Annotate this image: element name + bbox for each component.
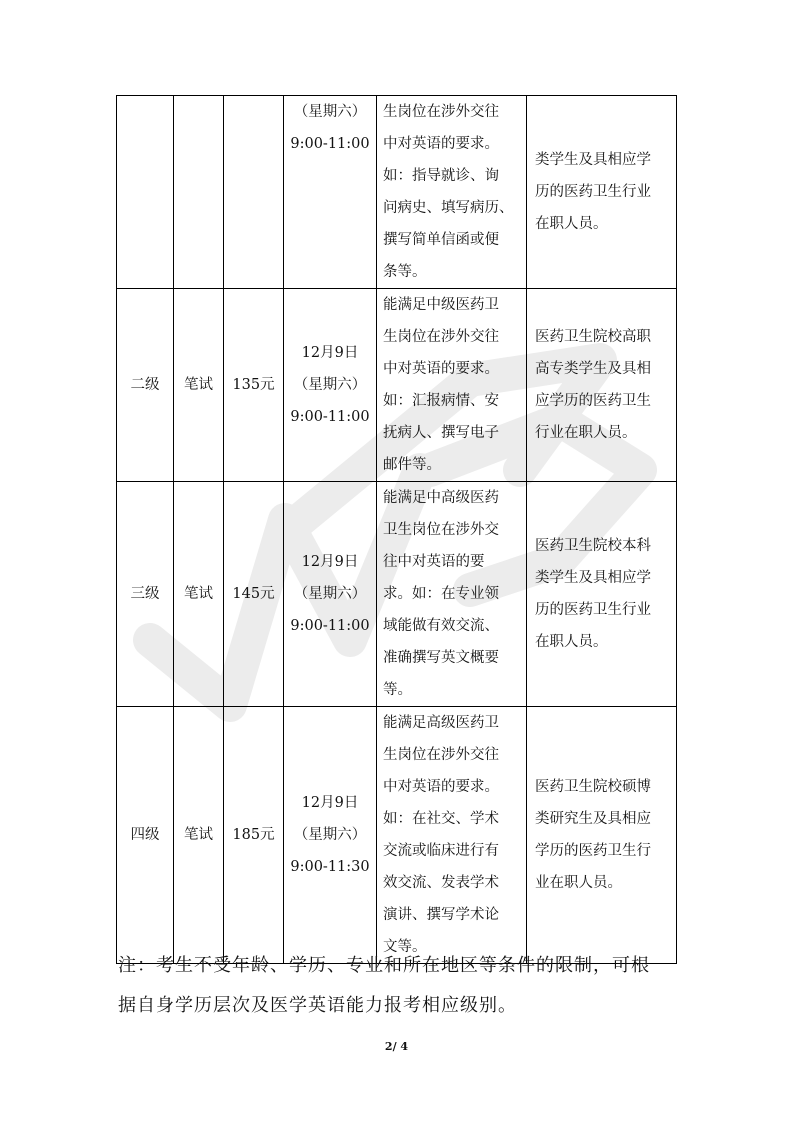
fee-cell [224,482,284,707]
table-row [117,707,677,964]
requirement-cell-line: 效交流、发表学术 [383,875,499,891]
table-row [117,289,677,482]
target-cell-line: 历的医药卫生行业 [535,184,651,200]
date-cell [284,96,377,289]
requirement-cell-line: 抚病人、撰写电子 [383,425,499,441]
date-cell [284,482,377,707]
target-cell [527,96,677,289]
requirement-cell-line: 生岗位在涉外交往 [383,329,499,345]
requirement-cell-line: 中对英语的要求。 [383,779,499,795]
level-cell-text: 四级 [130,827,160,843]
date-cell-line: 12月9日 [301,345,359,361]
target-cell-line: 医药卫生院校高职 [535,329,651,345]
target-cell [527,707,677,964]
date-cell-line: 12月9日 [301,795,359,811]
date-cell-line: 12月9日 [301,554,359,570]
level-cell [117,707,174,964]
fee-cell-text: 185元 [232,827,275,843]
date-cell-line: （星期六） [293,586,367,602]
date-cell [284,289,377,482]
date-cell-line: 9:00-11:00 [290,409,370,425]
footnote [118,946,688,1026]
exam-table [116,95,677,964]
requirement-cell-line: 等。 [383,682,412,698]
requirement-cell-line: 演讲、撰写学术论 [383,907,499,923]
method-cell-text: 笔试 [184,377,213,393]
level-cell [117,289,174,482]
target-cell-line: 行业在职人员。 [535,425,637,441]
requirement-cell-line: 如：汇报病情、安 [383,393,499,409]
requirement-cell-line: 中对英语的要求。 [383,136,499,152]
target-cell [527,289,677,482]
level-cell [117,482,174,707]
requirement-cell [377,482,527,707]
footnote-line: 据自身学历层次及医学英语能力报考相应级别。 [118,995,517,1016]
target-cell-line: 医药卫生院校本科 [535,538,651,554]
footnote-line: 注：考生不受年龄、学历、专业和所在地区等条件的限制，可根 [118,955,650,976]
requirement-cell-line: 条等。 [383,264,427,280]
fee-cell [224,96,284,289]
requirement-cell-line: 能满足中高级医药 [383,490,499,506]
date-cell-line: （星期六） [293,104,367,120]
requirement-cell-line: 如：指导就诊、询 [383,168,499,184]
target-cell-line: 历的医药卫生行业 [535,602,651,618]
requirement-cell-line: 撰写简单信函或便 [383,232,499,248]
requirement-cell-line: 能满足高级医药卫 [383,715,499,731]
requirement-cell-line: 卫生岗位在涉外交 [383,522,499,538]
target-cell-line: 学历的医药卫生行 [535,843,651,859]
date-cell-line: 9:00-11:00 [290,618,370,634]
method-cell [174,707,224,964]
requirement-cell-line: 能满足中级医药卫 [383,297,499,313]
requirement-cell-line: 准确撰写英文概要 [383,650,499,666]
table-row [117,96,677,289]
target-cell-line: 应学历的医药卫生 [535,393,651,409]
target-cell-line: 在职人员。 [535,216,608,232]
target-cell-line: 在职人员。 [535,634,608,650]
target-cell-line: 业在职人员。 [535,875,622,891]
date-cell-line: （星期六） [293,377,367,393]
fee-cell [224,707,284,964]
requirement-cell-line: 域能做有效交流、 [383,618,499,634]
requirement-cell [377,96,527,289]
fee-cell-text: 145元 [232,586,275,602]
requirement-cell-line: 往中对英语的要 [383,554,485,570]
requirement-cell-line: 邮件等。 [383,457,441,473]
table-row [117,482,677,707]
target-cell-line: 高专类学生及具相 [535,361,651,377]
target-cell-line: 类学生及具相应学 [535,152,651,168]
date-cell [284,707,377,964]
method-cell [174,289,224,482]
fee-cell-text: 135元 [232,377,275,393]
date-cell-line: （星期六） [293,827,367,843]
method-cell-text: 笔试 [184,586,213,602]
date-cell-line: 9:00-11:30 [290,859,370,875]
target-cell-line: 医药卫生院校硕博 [535,779,651,795]
requirement-cell-line: 文等。 [383,939,427,955]
target-cell [527,482,677,707]
requirement-cell-line: 问病史、填写病历、 [383,200,514,216]
requirement-cell [377,289,527,482]
target-cell-line: 类学生及具相应学 [535,570,651,586]
requirement-cell-line: 生岗位在涉外交往 [383,747,499,763]
requirement-cell-line: 交流或临床进行有 [383,843,499,859]
target-cell-line: 类研究生及具相应 [535,811,651,827]
requirement-cell-line: 中对英语的要求。 [383,361,499,377]
fee-cell [224,289,284,482]
requirement-cell-line: 如：在社交、学术 [383,811,499,827]
requirement-cell-line: 生岗位在涉外交往 [383,104,499,120]
page-number: 2/ 4 [384,1040,409,1053]
method-cell [174,96,224,289]
requirement-cell-line: 求。如：在专业领 [383,586,499,602]
level-cell [117,96,174,289]
requirement-cell [377,707,527,964]
method-cell [174,482,224,707]
level-cell-text: 三级 [130,586,160,602]
date-cell-line: 9:00-11:00 [290,136,370,152]
method-cell-text: 笔试 [184,827,213,843]
level-cell-text: 二级 [130,377,160,393]
